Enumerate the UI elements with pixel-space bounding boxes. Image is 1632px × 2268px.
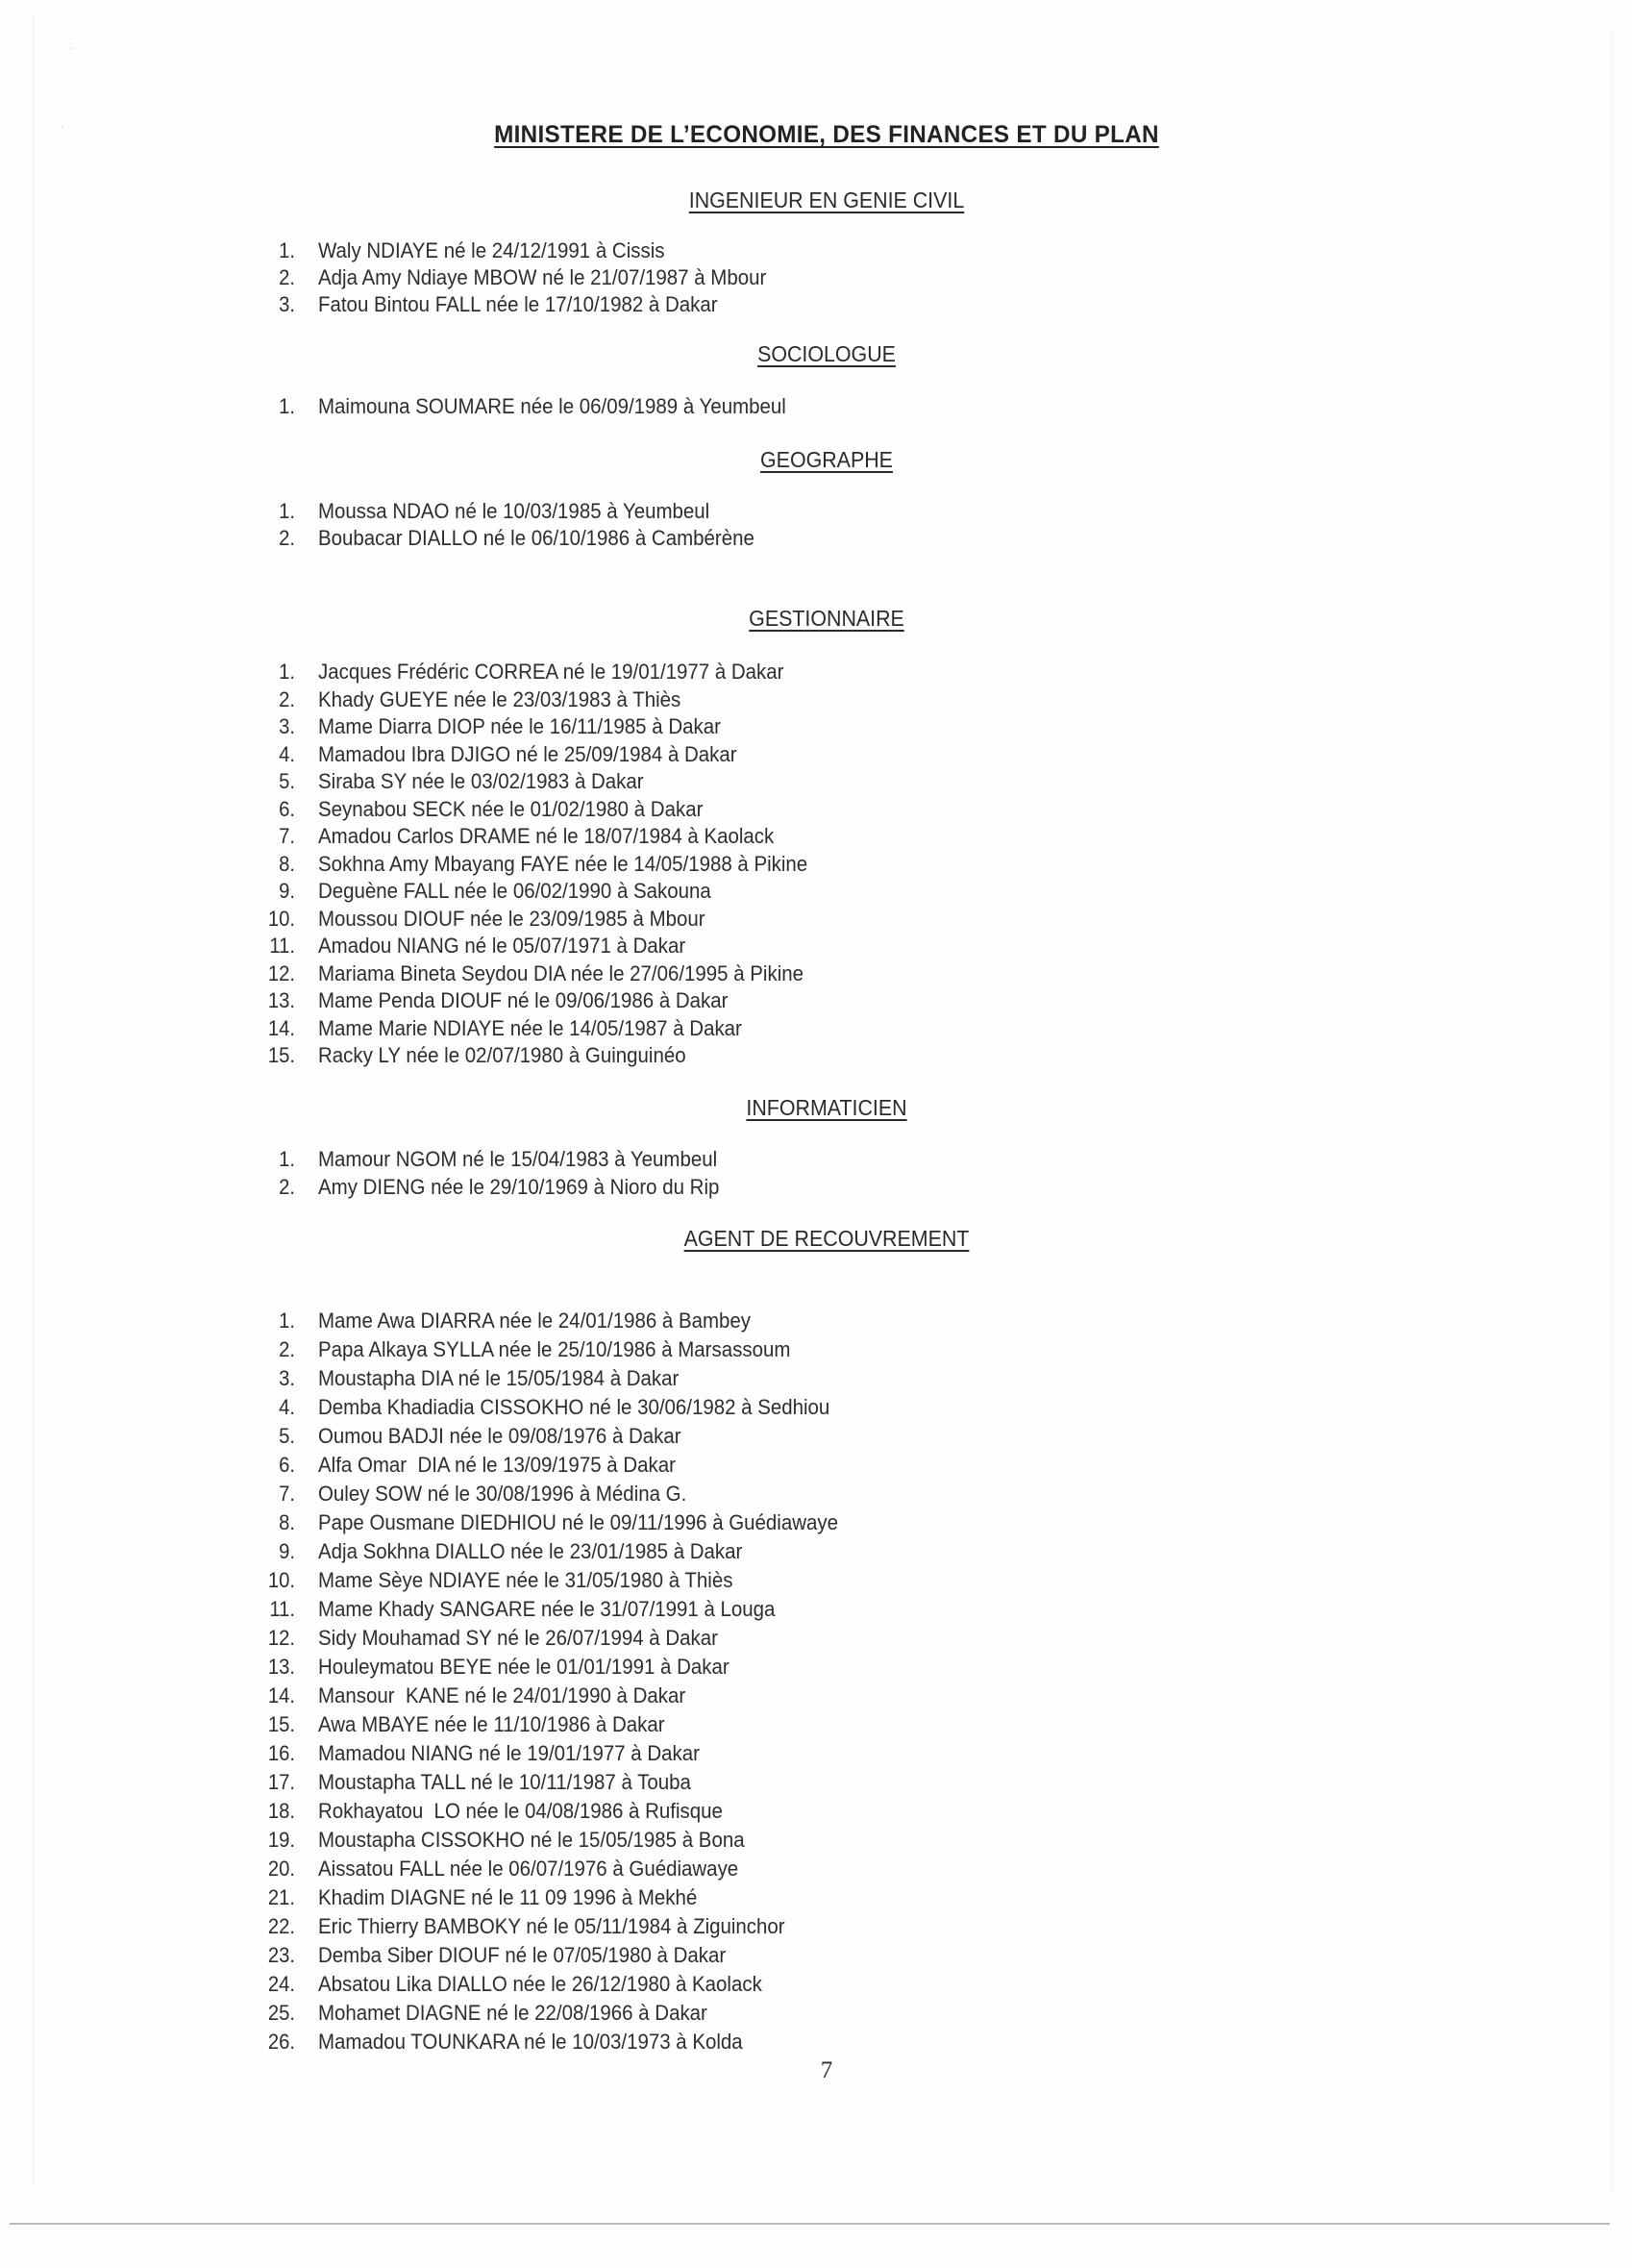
item-number: 16. [267, 1741, 295, 1765]
item-text: Demba Siber DIOUF né le 07/05/1980 à Dakar [318, 1943, 727, 1967]
section-heading-informaticien: INFORMATICIEN [746, 1095, 907, 1120]
item-number: 20. [267, 1857, 295, 1881]
item-number: 3. [279, 1366, 295, 1390]
item-number: 14. [267, 1015, 295, 1040]
item-text: Oumou BADJI née le 09/08/1976 à Dakar [318, 1424, 681, 1448]
section-heading-gestionnaire: GESTIONNAIRE [749, 606, 904, 631]
item-number: 13. [267, 1655, 295, 1679]
scan-bottom-edge [10, 2223, 1610, 2225]
item-number: 7. [279, 824, 295, 848]
item-text: Moustapha TALL né le 10/11/1987 à Touba [318, 1770, 691, 1794]
item-number: 15. [267, 1712, 295, 1736]
item-text: Moussou DIOUF née le 23/09/1985 à Mbour [318, 906, 705, 931]
item-text: Awa MBAYE née le 11/10/1986 à Dakar [318, 1712, 665, 1736]
scan-speck: : [69, 38, 73, 52]
item-text: Sidy Mouhamad SY né le 26/07/1994 à Dakar [318, 1626, 718, 1650]
item-text: Mame Sèye NDIAYE née le 31/05/1980 à Thiès [318, 1568, 733, 1592]
item-text: Mame Awa DIARRA née le 24/01/1986 à Bambey [318, 1308, 752, 1333]
item-text: Mohamet DIAGNE né le 22/08/1966 à Dakar [318, 2001, 707, 2025]
item-number: 4. [279, 741, 295, 766]
item-text: Racky LY née le 02/07/1980 à Guinguinéo [318, 1043, 686, 1067]
item-number: 24. [267, 1972, 295, 1996]
item-text: Ouley SOW né le 30/08/1996 à Médina G. [318, 1482, 687, 1506]
item-text: Moustapha DIA né le 15/05/1984 à Dakar [318, 1366, 680, 1390]
item-number: 2. [279, 1337, 295, 1361]
item-number: 26. [267, 2030, 295, 2054]
item-text: Eric Thierry BAMBOKY né le 05/11/1984 à Ziguinchor [318, 1914, 785, 1938]
item-text: Moussa NDAO né le 10/03/1985 à Yeumbeul [318, 499, 710, 523]
item-text: Demba Khadiadia CISSOKHO né le 30/06/1982 à Sedhiou [318, 1395, 830, 1419]
item-text: Pape Ousmane DIEDHIOU né le 09/11/1996 à Guédiawaye [318, 1510, 838, 1534]
section-heading-sociologue: SOCIOLOGUE [757, 341, 896, 366]
item-number: 19. [267, 1828, 295, 1852]
item-number: 18. [267, 1799, 295, 1823]
item-number: 1. [279, 238, 295, 262]
item-number: 6. [279, 1453, 295, 1477]
page-number: 7 [820, 2057, 833, 2083]
item-text: Mamour NGOM né le 15/04/1983 à Yeumbeul [318, 1147, 718, 1171]
item-number: 5. [279, 1424, 295, 1448]
section-heading-agent-recouvrement: AGENT DE RECOUVREMENT [683, 1226, 970, 1251]
item-number: 25. [267, 2001, 295, 2025]
item-text: Papa Alkaya SYLLA née le 25/10/1986 à Marsassoum [318, 1337, 791, 1361]
item-number: 8. [279, 851, 295, 876]
item-number: 1. [279, 394, 295, 418]
item-text: Rokhayatou LO née le 04/08/1986 à Rufisque [318, 1799, 723, 1823]
item-number: 5. [279, 769, 295, 793]
item-text: Mariama Bineta Seydou DIA née le 27/06/1995 à Pikine [318, 960, 804, 985]
item-text: Maimouna SOUMARE née le 06/09/1989 à Yeumbeul [318, 394, 786, 418]
item-number: 2. [279, 265, 295, 289]
item-number: 1. [279, 660, 295, 684]
item-text: Khady GUEYE née le 23/03/1983 à Thiès [318, 686, 681, 711]
item-text: Jacques Frédéric CORREA né le 19/01/1977 à Dakar [318, 660, 784, 684]
item-text: Mame Khady SANGARE née le 31/07/1991 à Louga [318, 1597, 776, 1621]
item-number: 8. [279, 1510, 295, 1534]
item-number: 1. [279, 1147, 295, 1171]
item-number: 4. [279, 1395, 295, 1419]
item-number: 11. [269, 1597, 295, 1621]
item-number: 21. [267, 1885, 295, 1909]
item-text: Mame Diarra DIOP née le 16/11/1985 à Dakar [318, 714, 721, 738]
item-number: 13. [267, 988, 295, 1012]
ministry-title: MINISTERE DE L’ECONOMIE, DES FINANCES ET DU PLAN [494, 121, 1159, 148]
item-text: Moustapha CISSOKHO né le 15/05/1985 à Bona [318, 1828, 745, 1852]
item-number: 9. [279, 879, 295, 903]
item-text: Sokhna Amy Mbayang FAYE née le 14/05/1988 à Pikine [318, 851, 808, 876]
item-text: Deguène FALL née le 06/02/1990 à Sakouna [318, 879, 711, 903]
item-text: Amadou Carlos DRAME né le 18/07/1984 à Kaolack [318, 824, 775, 848]
scan-edge-left [33, 12, 34, 2184]
item-number: 14. [267, 1683, 295, 1707]
item-number: 23. [267, 1943, 295, 1967]
item-number: 2. [279, 1175, 295, 1199]
item-number: 11. [269, 934, 295, 958]
item-text: Aissatou FALL née le 06/07/1976 à Guédiawaye [318, 1857, 739, 1881]
item-number: 10. [267, 906, 295, 931]
item-text: Mame Penda DIOUF né le 09/06/1986 à Dakar [318, 988, 729, 1012]
item-number: 12. [267, 1626, 295, 1650]
item-text: Houleymatou BEYE née le 01/01/1991 à Dakar [318, 1655, 729, 1679]
item-number: 22. [267, 1914, 295, 1938]
item-number: 1. [279, 1308, 295, 1333]
item-text: Absatou Lika DIALLO née le 26/12/1980 à Kaolack [318, 1972, 762, 1996]
item-text: Alfa Omar DIA né le 13/09/1975 à Dakar [318, 1453, 676, 1477]
item-text: Mamadou Ibra DJIGO né le 25/09/1984 à Dakar [318, 741, 737, 766]
item-text: Khadim DIAGNE né le 11 09 1996 à Mekhé [318, 1885, 698, 1909]
item-number: 2. [279, 526, 295, 550]
item-text: Mamadou NIANG né le 19/01/1977 à Dakar [318, 1741, 700, 1765]
item-number: 7. [279, 1482, 295, 1506]
item-number: 12. [267, 960, 295, 985]
section-heading-geographe: GEOGRAPHE [760, 447, 893, 472]
item-text: Seynabou SECK née le 01/02/1980 à Dakar [318, 796, 704, 821]
item-text: Boubacar DIALLO né le 06/10/1986 à Cambérène [318, 526, 754, 550]
item-text: Mamadou TOUNKARA né le 10/03/1973 à Kolda [318, 2030, 743, 2054]
item-number: 17. [267, 1770, 295, 1794]
item-number: 6. [279, 796, 295, 821]
item-number: 2. [279, 686, 295, 711]
item-text: Amadou NIANG né le 05/07/1971 à Dakar [318, 934, 686, 958]
section-heading-genie-civil: INGENIEUR EN GENIE CIVIL [688, 187, 965, 212]
item-text: Waly NDIAYE né le 24/12/1991 à Cissis [318, 238, 665, 262]
item-number: 15. [267, 1043, 295, 1067]
item-text: Amy DIENG née le 29/10/1969 à Nioro du Rip [318, 1175, 720, 1199]
item-number: 3. [279, 714, 295, 738]
item-text: Adja Sokhna DIALLO née le 23/01/1985 à Dakar [318, 1539, 743, 1563]
scan-speck: ' [62, 123, 64, 137]
item-number: 10. [267, 1568, 295, 1592]
item-text: Adja Amy Ndiaye MBOW né le 21/07/1987 à Mbour [318, 265, 767, 289]
item-text: Mame Marie NDIAYE née le 14/05/1987 à Dakar [318, 1015, 742, 1040]
item-number: 1. [279, 499, 295, 523]
scan-edge-right [1611, 29, 1612, 2192]
item-text: Siraba SY née le 03/02/1983 à Dakar [318, 769, 644, 793]
item-text: Fatou Bintou FALL née le 17/10/1982 à Dakar [318, 292, 718, 316]
item-text: Mansour KANE né le 24/01/1990 à Dakar [318, 1683, 686, 1707]
item-number: 9. [279, 1539, 295, 1563]
item-number: 3. [279, 292, 295, 316]
